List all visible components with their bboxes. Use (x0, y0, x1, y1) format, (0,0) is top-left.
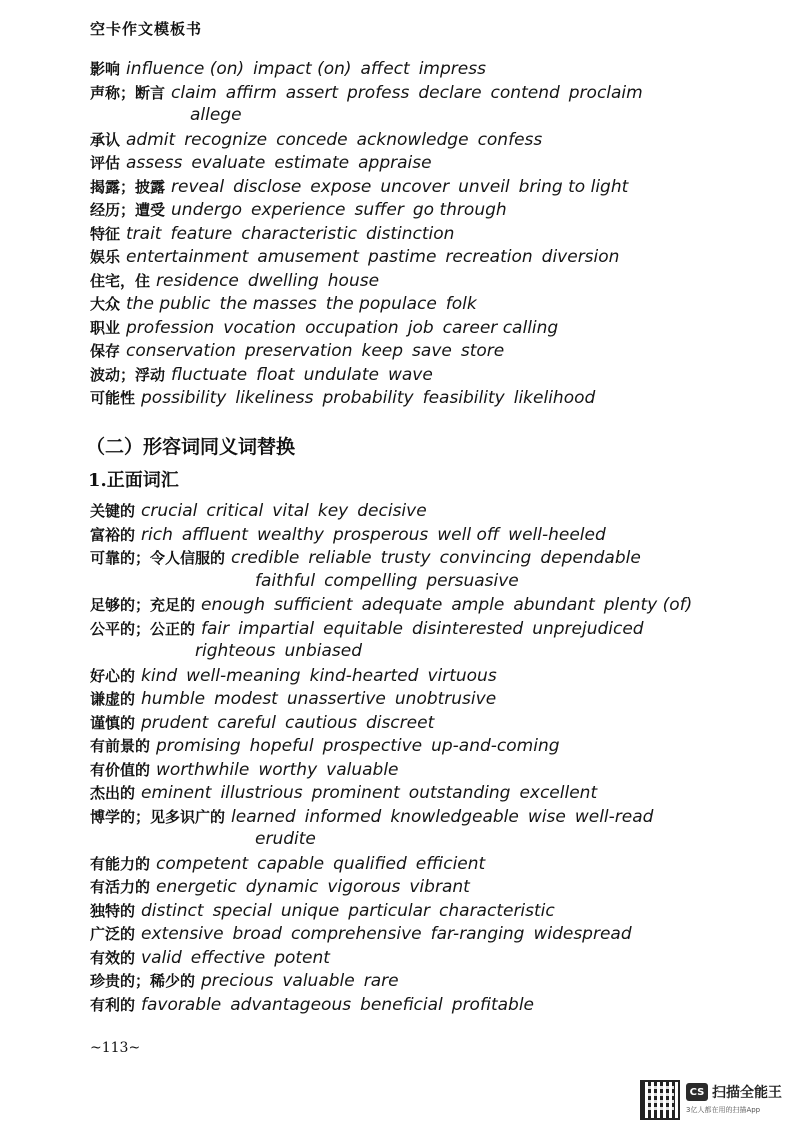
entry-label: 好心的 (90, 666, 136, 685)
synonym-word: discreet (365, 712, 435, 733)
entry-row (90, 923, 780, 947)
synonym-word: recreation (445, 247, 533, 267)
entry-row (90, 176, 770, 200)
entry-row (90, 853, 780, 877)
entry-row (90, 105, 770, 129)
entry-row (90, 829, 780, 853)
synonym-word: humble (141, 689, 206, 709)
synonym-word: dwelling (247, 270, 319, 291)
synonym-word: bring to light (518, 176, 629, 197)
qr-code-icon (640, 1080, 680, 1120)
entry-label: 保存 (90, 342, 121, 360)
entry-label: 评估 (90, 154, 121, 172)
entry-row (90, 735, 780, 759)
synonym-group (141, 783, 597, 803)
synonym-word: beneficial (360, 994, 443, 1015)
synonym-group (126, 59, 486, 79)
synonym-word: equitable (323, 618, 403, 639)
entry-label: 可靠的；令人信服的 (90, 549, 226, 567)
entry-row (90, 317, 770, 341)
synonym-word: career calling (442, 317, 559, 338)
synonym-group (190, 105, 242, 125)
entry-row (90, 82, 770, 106)
synonym-word: unassertive (286, 689, 386, 709)
synonym-word: the populace (325, 294, 437, 314)
synonym-word: possibility (141, 388, 227, 408)
synonym-word: credible (231, 548, 300, 568)
synonym-group (171, 200, 507, 220)
entry-row (90, 759, 780, 783)
synonym-group (156, 271, 379, 291)
entry-label: 承认 (90, 130, 121, 149)
entry-label: 影响 (90, 60, 121, 78)
synonym-word: persuasive (426, 570, 519, 591)
synonym-word: reliable (308, 548, 372, 568)
entry-label: 有活力的 (90, 878, 151, 896)
entry-label: 大众 (90, 295, 121, 313)
entry-row (90, 688, 780, 712)
entry-row (90, 947, 780, 971)
synonym-word: learned (231, 806, 296, 827)
synonym-word: evaluate (191, 153, 266, 173)
entry-label: 住宅，住 (90, 271, 151, 290)
entry-row (90, 152, 770, 176)
synonym-group (126, 224, 454, 244)
entry-row (90, 994, 780, 1018)
synonym-word: wave (387, 364, 433, 385)
synonym-group (156, 854, 485, 874)
synonym-word: unobtrusive (394, 689, 497, 709)
entry-row (90, 665, 780, 689)
entry-row (90, 387, 770, 411)
synonym-group (231, 807, 653, 827)
subsection-title: 1.正面词汇 (88, 470, 179, 491)
entry-row (90, 129, 770, 153)
synonym-word: characteristic (241, 223, 357, 244)
synonym-group (156, 736, 560, 756)
synonym-group (141, 901, 555, 921)
synonym-word: the public (126, 294, 211, 314)
entry-row (90, 524, 780, 548)
entry-label: 足够的；充足的 (90, 596, 196, 614)
synonym-word: folk (445, 294, 477, 314)
app-tagline: 3亿人都在用的扫描App (686, 1106, 761, 1114)
synonym-group (201, 619, 644, 639)
synonym-word: dynamic (245, 877, 319, 897)
synonym-word: enough (201, 595, 265, 615)
synonym-word: fluctuate (171, 364, 248, 385)
synonym-word: trusty (380, 548, 431, 568)
synonym-word: widespread (533, 924, 632, 944)
entry-label: 揭露；披露 (90, 177, 166, 196)
entry-row (90, 293, 770, 317)
synonym-word: well-read (574, 806, 654, 827)
synonym-word: modest (214, 689, 278, 709)
synonym-word: erudite (255, 829, 316, 849)
entry-row (90, 806, 780, 830)
synonym-word: virtuous (427, 665, 497, 686)
synonym-word: contend (490, 82, 560, 103)
synonym-word: unbiased (284, 641, 363, 661)
synonym-word: preservation (244, 341, 353, 361)
synonym-word: informed (304, 806, 382, 827)
synonym-word: admit (126, 129, 176, 150)
entry-label: 职业 (90, 318, 121, 337)
synonym-word: outstanding (408, 783, 511, 803)
synonym-word: dependable (540, 548, 641, 568)
synonym-word: faithful (255, 570, 316, 591)
synonym-word: prosperous (332, 524, 429, 545)
synonym-word: well-heeled (508, 524, 606, 545)
synonym-word: uncover (380, 176, 450, 197)
synonym-word: feature (170, 223, 233, 244)
synonym-word: likelihood (513, 388, 596, 408)
synonym-word: convincing (439, 548, 532, 568)
synonym-group (201, 971, 399, 991)
synonym-group (195, 641, 362, 661)
synonym-word: cautious (284, 712, 357, 733)
entry-row (90, 594, 780, 618)
synonym-word: hopeful (249, 736, 314, 756)
synonym-word: affirm (225, 82, 277, 103)
synonym-group (126, 247, 619, 267)
synonym-word: pastime (367, 247, 437, 267)
synonym-word: profess (347, 82, 410, 103)
synonym-word: impact (on) (253, 59, 352, 79)
synonym-group (171, 365, 433, 385)
synonym-word: fair (201, 618, 230, 639)
synonym-group (126, 153, 432, 173)
entry-row (90, 58, 770, 82)
synonym-word: ample (451, 595, 505, 615)
synonym-word: assess (126, 153, 183, 173)
synonym-word: sufficient (274, 595, 353, 615)
entry-row (90, 500, 780, 524)
synonym-word: extensive (141, 924, 224, 944)
scanner-watermark (640, 1080, 790, 1120)
synonym-word: disclose (233, 176, 302, 197)
entry-label: 关键的 (90, 502, 136, 520)
synonym-group (141, 924, 632, 944)
synonym-word: job (407, 317, 434, 338)
entry-label: 广泛的 (90, 925, 136, 943)
synonym-word: favorable (141, 994, 222, 1015)
synonym-word: illustrious (220, 783, 303, 803)
synonym-word: likeliness (235, 388, 314, 408)
synonym-word: vigorous (327, 877, 401, 897)
entry-label: 有前景的 (90, 737, 151, 755)
synonym-word: feasibility (422, 388, 505, 408)
entry-row (90, 900, 780, 924)
synonym-word: trait (126, 223, 162, 244)
entry-row (90, 547, 780, 571)
synonym-word: suffer (354, 200, 404, 220)
synonym-word: probability (322, 388, 414, 408)
section-title: （二）形容词同义词替换 (86, 436, 296, 458)
synonym-word: experience (251, 200, 346, 220)
synonym-word: impartial (238, 618, 315, 639)
synonym-word: capable (257, 853, 325, 874)
synonym-word: competent (156, 853, 249, 874)
entry-label: 谨慎的 (90, 713, 136, 732)
entry-row (90, 618, 780, 642)
synonym-word: well off (437, 524, 500, 545)
entry-row (90, 246, 770, 270)
entry-row (90, 641, 780, 665)
synonym-word: store (460, 341, 505, 361)
entry-row (90, 970, 780, 994)
adjective-synonym-section (86, 432, 780, 1017)
synonym-word: float (256, 364, 295, 385)
synonym-word: proclaim (568, 82, 643, 103)
synonym-word: unveil (458, 176, 510, 197)
entry-label: 珍贵的；稀少的 (90, 972, 196, 990)
synonym-group (141, 948, 330, 968)
synonym-word: rich (141, 524, 173, 545)
synonym-word: efficient (415, 853, 486, 874)
synonym-word: estimate (274, 153, 350, 173)
synonym-word: adequate (361, 595, 443, 615)
synonym-group (255, 571, 519, 591)
synonym-word: save (412, 341, 452, 361)
synonym-word: broad (232, 924, 282, 944)
synonym-word: up-and-coming (431, 736, 560, 756)
entry-label: 特征 (90, 224, 121, 243)
synonym-word: house (327, 270, 380, 291)
synonym-word: the masses (219, 294, 317, 314)
synonym-word: distinction (365, 223, 455, 244)
synonym-word: kind-hearted (309, 665, 419, 686)
synonym-group (141, 388, 595, 408)
synonym-word: decisive (357, 501, 427, 521)
synonym-word: well-meaning (186, 665, 301, 686)
entry-row (90, 223, 770, 247)
synonym-word: effective (190, 947, 266, 968)
synonym-word: undulate (303, 364, 379, 385)
synonym-word: plenty (of) (603, 595, 693, 615)
synonym-word: prudent (141, 712, 209, 733)
synonym-word: eminent (141, 783, 212, 803)
entry-row (90, 571, 780, 595)
synonym-word: recognize (184, 129, 268, 150)
synonym-word: concede (276, 129, 348, 150)
synonym-group (126, 130, 542, 150)
synonym-word: righteous (195, 641, 276, 661)
synonym-word: allege (190, 105, 242, 125)
synonym-word: prominent (311, 783, 400, 803)
synonym-word: profitable (451, 994, 535, 1015)
verb-synonym-list (90, 58, 770, 411)
synonym-word: rare (363, 971, 399, 991)
synonym-group (201, 595, 692, 615)
synonym-word: go through (412, 200, 507, 220)
synonym-word: comprehensive (290, 924, 422, 944)
synonym-word: distinct (141, 900, 204, 921)
synonym-word: vocation (223, 317, 297, 338)
entry-row (90, 340, 770, 364)
synonym-word: careful (217, 712, 276, 733)
synonym-word: valid (141, 947, 182, 968)
synonym-word: crucial (141, 501, 198, 521)
synonym-group (126, 341, 504, 361)
synonym-group (126, 294, 477, 314)
synonym-word: unprejudiced (532, 618, 644, 639)
entry-row (90, 876, 780, 900)
synonym-word: impress (418, 59, 486, 79)
synonym-word: qualified (333, 853, 407, 874)
synonym-word: valuable (326, 759, 399, 780)
synonym-group (171, 83, 643, 103)
synonym-word: assert (285, 82, 339, 103)
synonym-word: expose (310, 176, 372, 197)
synonym-word: critical (206, 501, 264, 521)
synonym-word: acknowledge (356, 129, 469, 150)
synonym-word: kind (141, 665, 178, 686)
synonym-group (171, 177, 628, 197)
synonym-word: knowledgeable (390, 806, 519, 827)
synonym-word: residence (156, 270, 239, 291)
adjective-synonym-list (90, 500, 780, 1017)
synonym-group (255, 829, 316, 849)
synonym-word: precious (201, 971, 274, 991)
synonym-word: key (317, 501, 349, 521)
synonym-word: reveal (171, 176, 225, 197)
synonym-group (156, 760, 399, 780)
synonym-word: amusement (257, 247, 359, 267)
synonym-word: confess (477, 129, 543, 150)
synonym-word: far-ranging (430, 924, 525, 944)
entry-label: 有效的 (90, 948, 136, 967)
entry-label: 杰出的 (90, 784, 136, 802)
synonym-word: wealthy (256, 524, 324, 545)
synonym-group (141, 713, 434, 733)
synonym-word: wise (527, 806, 566, 827)
synonym-group (126, 318, 558, 338)
synonym-word: vibrant (409, 877, 470, 897)
synonym-word: undergo (171, 200, 242, 220)
synonym-word: advantageous (230, 994, 352, 1015)
synonym-word: declare (418, 82, 482, 103)
synonym-word: worthwhile (156, 759, 250, 780)
synonym-word: influence (on) (126, 59, 245, 79)
synonym-group (141, 501, 427, 521)
synonym-word: vital (272, 501, 309, 521)
synonym-group (141, 995, 534, 1015)
synonym-word: excellent (519, 783, 598, 803)
entry-label: 有价值的 (90, 760, 151, 779)
camscanner-logo-icon: CS (686, 1083, 708, 1101)
synonym-word: worthy (258, 759, 318, 780)
entry-row (90, 712, 780, 736)
entry-label: 经历；遭受 (90, 201, 166, 219)
synonym-word: characteristic (439, 900, 555, 921)
synonym-word: valuable (282, 971, 355, 991)
entry-label: 声称；断言 (90, 83, 166, 102)
synonym-word: affect (360, 59, 410, 79)
synonym-word: occupation (305, 317, 399, 338)
synonym-word: compelling (324, 570, 418, 591)
entry-label: 有利的 (90, 995, 136, 1014)
entry-row (90, 364, 770, 388)
app-name: 扫描全能王 (712, 1085, 782, 1101)
entry-label: 富裕的 (90, 525, 136, 544)
synonym-word: affluent (181, 524, 248, 545)
synonym-word: diversion (541, 247, 620, 267)
synonym-word: profession (126, 317, 215, 338)
entry-label: 公平的；公正的 (90, 619, 196, 638)
synonym-word: particular (348, 900, 431, 921)
entry-label: 波动；浮动 (90, 365, 166, 384)
synonym-word: entertainment (126, 247, 249, 267)
entry-row (90, 782, 780, 806)
synonym-group (231, 548, 641, 568)
synonym-word: conservation (126, 341, 236, 361)
synonym-word: abundant (513, 595, 595, 615)
entry-label: 可能性 (90, 389, 136, 407)
entry-label: 有能力的 (90, 854, 151, 873)
synonym-word: unique (280, 900, 340, 921)
synonym-group (156, 877, 470, 897)
entry-label: 博学的；见多识广的 (90, 807, 226, 826)
book-title: 空卡作文模板书 (90, 20, 203, 38)
synonym-word: potent (274, 947, 330, 968)
synonym-group (141, 525, 606, 545)
entry-label: 谦虚的 (90, 690, 136, 708)
synonym-word: claim (171, 82, 217, 103)
synonym-word: special (212, 900, 272, 921)
synonym-word: promising (156, 736, 241, 756)
synonym-word: keep (361, 341, 404, 361)
synonym-word: disinterested (411, 618, 524, 639)
entry-label: 娱乐 (90, 248, 121, 266)
page-number: ~113~ (90, 1040, 141, 1056)
synonym-group (141, 689, 496, 709)
entry-row (90, 199, 770, 223)
synonym-word: energetic (156, 877, 237, 897)
synonym-group (141, 666, 497, 686)
entry-row (90, 270, 770, 294)
synonym-word: prospective (322, 736, 423, 756)
entry-label: 独特的 (90, 901, 136, 920)
synonym-word: appraise (358, 153, 432, 173)
